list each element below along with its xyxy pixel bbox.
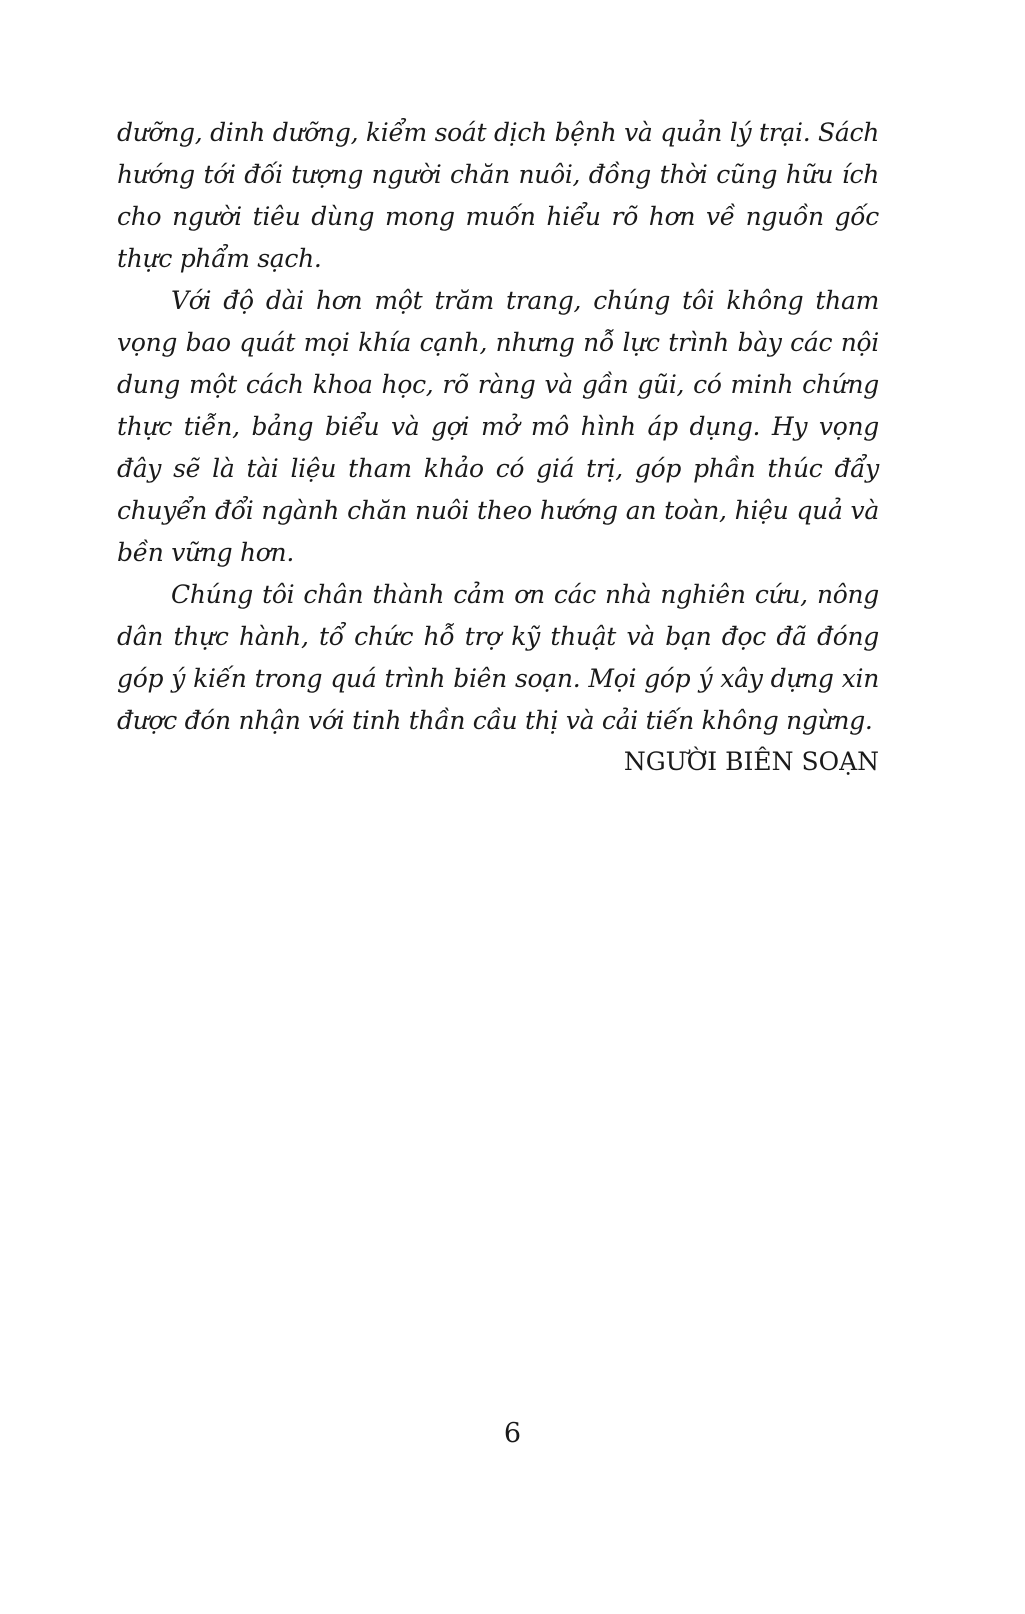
paragraph-acknowledgement: Chúng tôi chân thành cảm ơn các nhà nghiên cứu, nông dân thực hành, tổ chức hỗ trợ kỹ thuật và bạn đọc đã đóng góp ý kiến trong quá trình biên soạn. Mọi góp ý xây dựng xin được đón nhận với tinh thần cầu thị và cải tiến không ngừng. [117,580,879,735]
author-signature: NGƯỜI BIÊN SOẠN [623,747,879,776]
page-number: 6 [503,1418,522,1449]
paragraph-continuation: dưỡng, dinh dưỡng, kiểm soát dịch bệnh và quản lý trại. Sách hướng tới đối tượng người chăn nuôi, đồng thời cũng hữu ích cho người tiêu dùng mong muốn hiểu rõ hơn về nguồn gốc thực phẩm sạch. [117,118,879,273]
document-body [117,112,879,742]
paragraph-scope: Với độ dài hơn một trăm trang, chúng tôi không tham vọng bao quát mọi khía cạnh, nhưng nỗ lực trình bày các nội dung một cách khoa học, rõ ràng và gần gũi, có minh chứng thực tiễn, bảng biểu và gợi mở mô hình áp dụng. Hy vọng đây sẽ là tài liệu tham khảo có giá trị, góp phần thúc đẩy chuyển đổi ngành chăn nuôi theo hướng an toàn, hiệu quả và bền vững hơn. [117,286,879,567]
